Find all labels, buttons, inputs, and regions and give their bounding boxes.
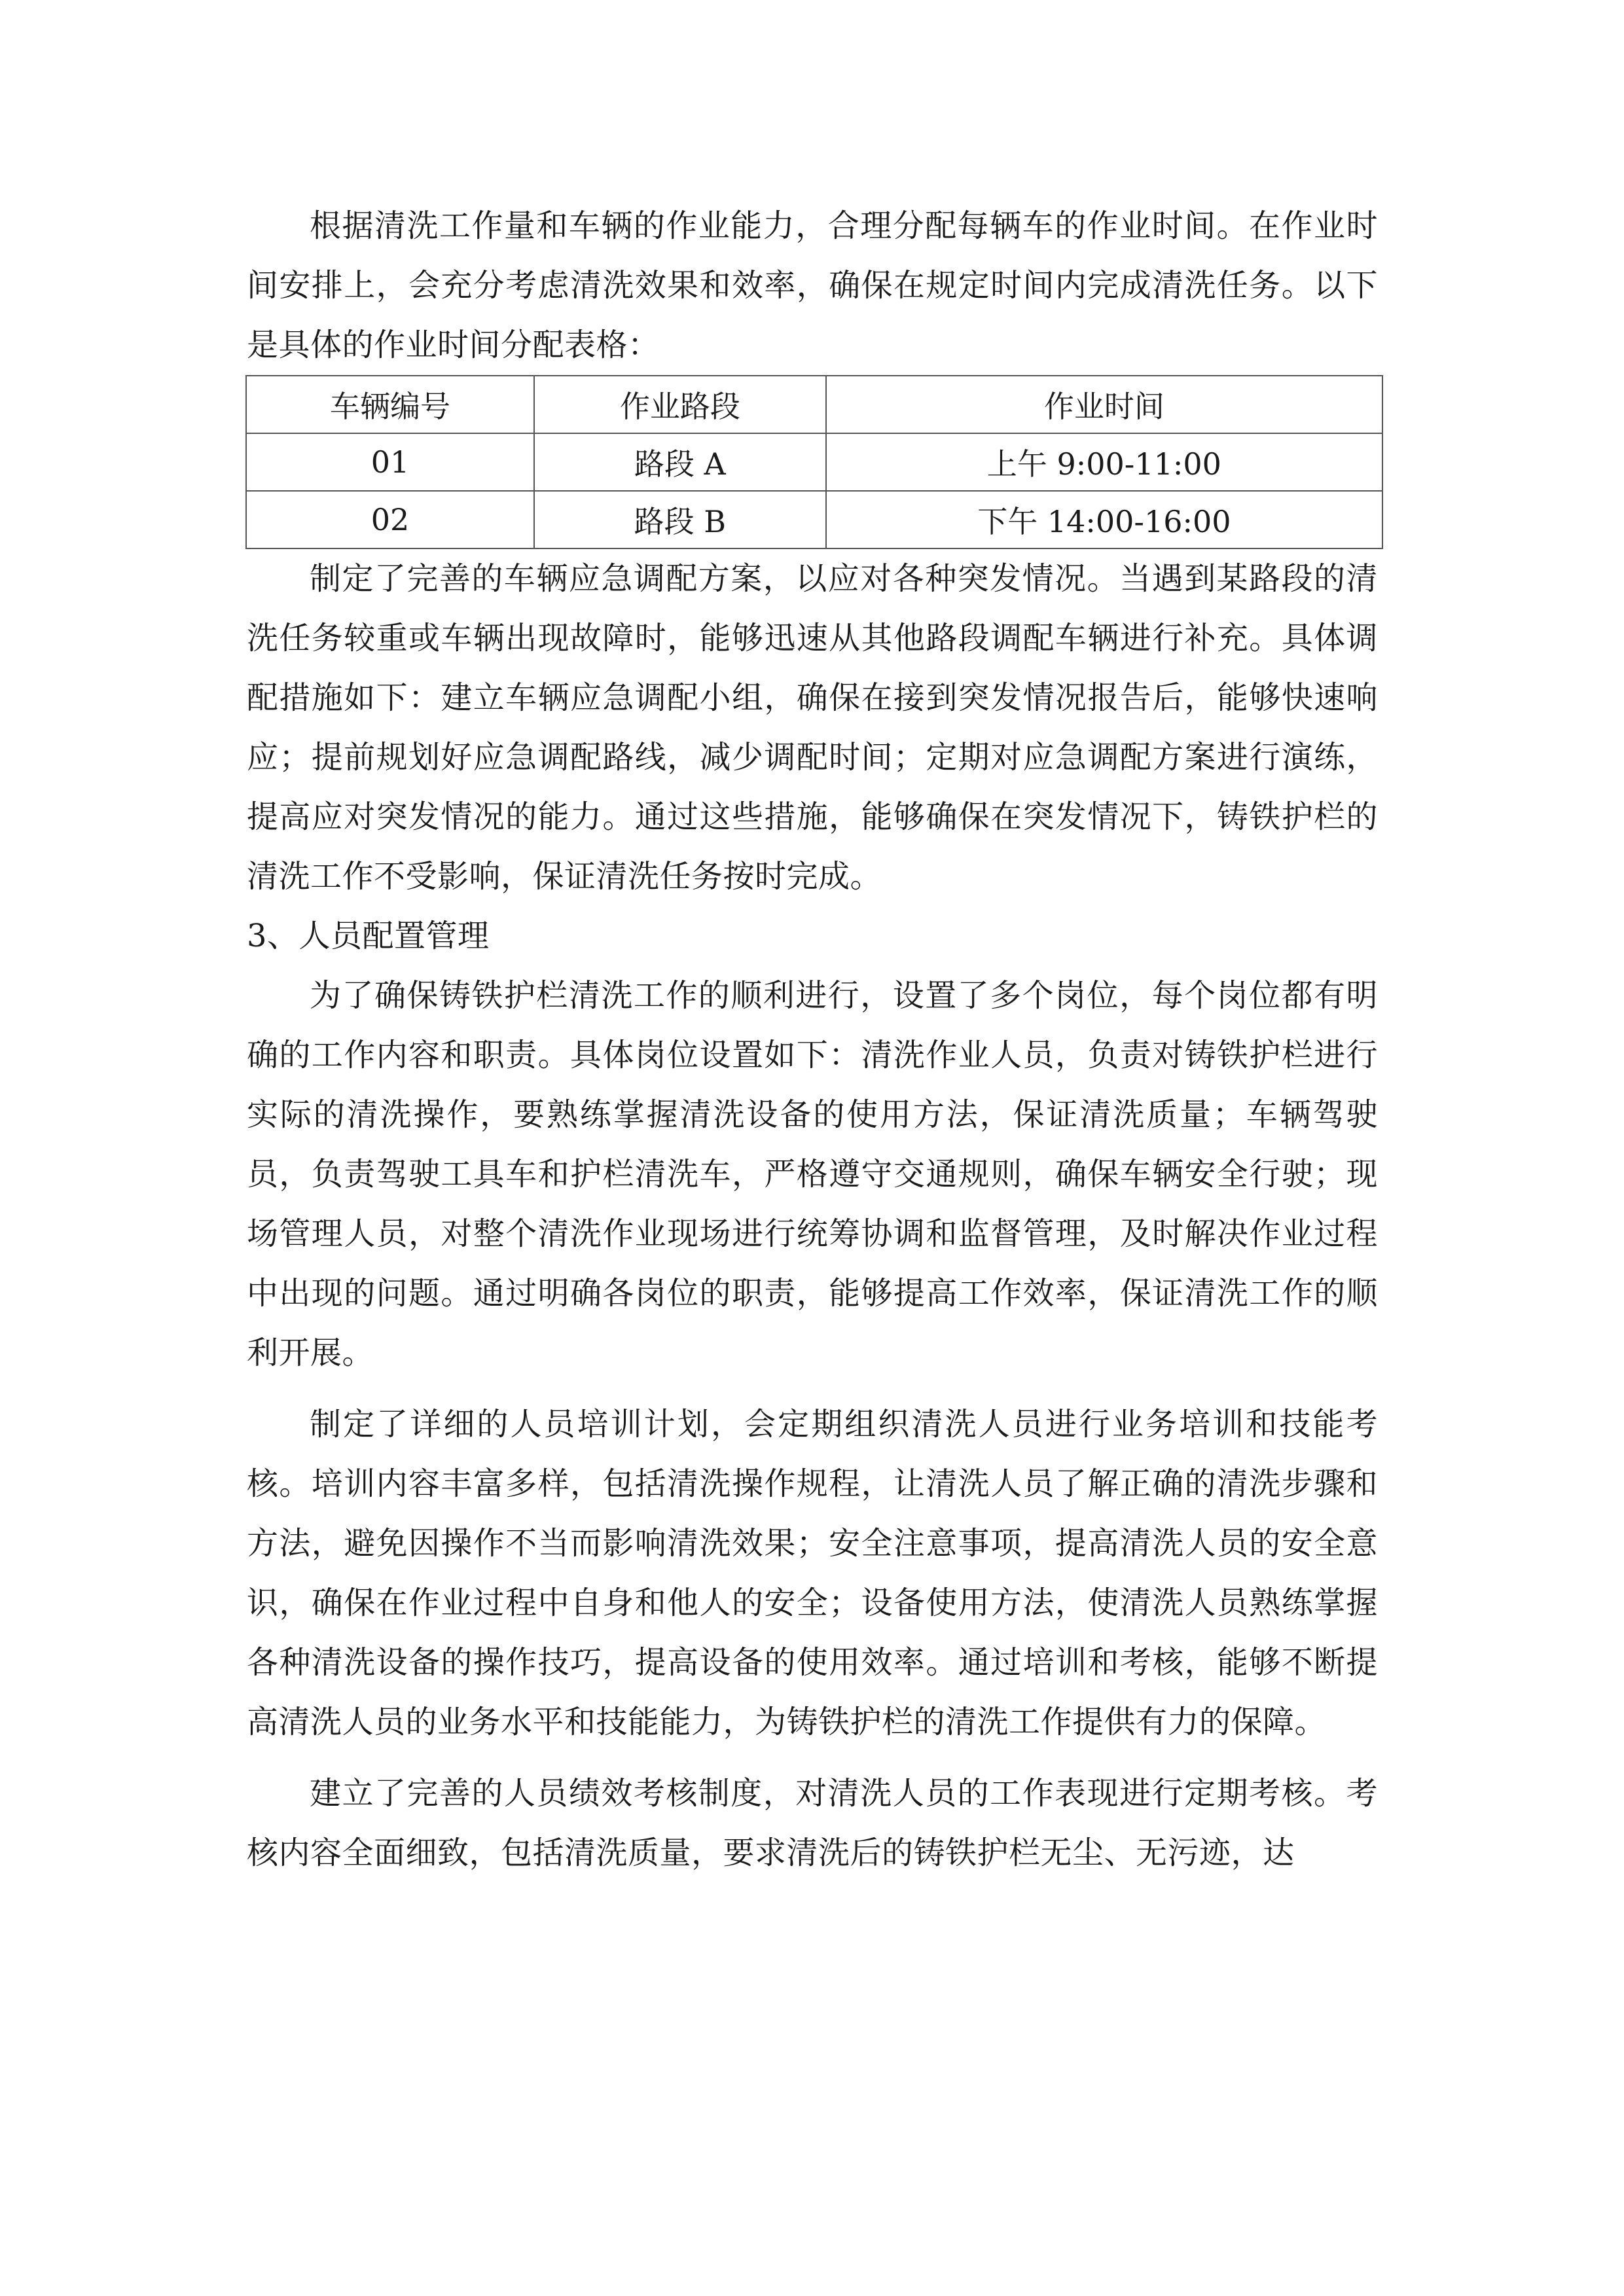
cell-work-section: 路段 B: [534, 491, 826, 548]
paragraph-training: 制定了详细的人员培训计划，会定期组织清洗人员进行业务培训和技能考核。培训内容丰富多样，包括清洗操作规程，让清洗人员了解正确的清洗步骤和方法，避免因操作不当而影响清洗效果；安全注意事项，提高清洗人员的安全意识，确保在作业过程中自身和他人的安全；设备使用方法，使清洗人员熟练掌握各种清洗设备的操作技巧，提高设备的使用效率。通过培训和考核，能够不断提高清洗人员的业务水平和技能能力，为铸铁护栏的清洗工作提供有力的保障。: [247, 1406, 1378, 1740]
header-work-time: 作业时间: [826, 376, 1382, 433]
section-heading-staffing: 3、人员配置管理: [247, 918, 490, 954]
header-work-section: 作业路段: [534, 376, 826, 433]
cell-vehicle-number: 01: [246, 433, 534, 491]
document-page: [247, 196, 1378, 1883]
work-schedule-table: [245, 375, 1383, 549]
paragraph-emergency-dispatch: 制定了完善的车辆应急调配方案，以应对各种突发情况。当遇到某路段的清洗任务较重或车辆出现故障时，能够迅速从其他路段调配车辆进行补充。具体调配措施如下：建立车辆应急调配小组，确保在接到突发情况报告后，能够快速响应；提前规划好应急调配路线，减少调配时间；定期对应急调配方案进行演练，提高应对突发情况的能力。通过这些措施，能够确保在突发情况下，铸铁护栏的清洗工作不受影响，保证清洗任务按时完成。: [247, 560, 1378, 895]
paragraph-positions: 为了确保铸铁护栏清洗工作的顺利进行，设置了多个岗位，每个岗位都有明确的工作内容和职责。具体岗位设置如下：清洗作业人员，负责对铸铁护栏进行实际的清洗操作，要熟练掌握清洗设备的使用方法，保证清洗质量；车辆驾驶员，负责驾驶工具车和护栏清洗车，严格遵守交通规则，确保车辆安全行驶；现场管理人员，对整个清洗作业现场进行统筹协调和监督管理，及时解决作业过程中出现的问题。通过明确各岗位的职责，能够提高工作效率，保证清洗工作的顺利开展。: [247, 977, 1378, 1371]
table-row: [246, 433, 1382, 491]
cell-work-section: 路段 A: [534, 433, 826, 491]
paragraph-performance: 建立了完善的人员绩效考核制度，对清洗人员的工作表现进行定期考核。考核内容全面细致，包括清洗质量，要求清洗后的铸铁护栏无尘、无污迹，达: [247, 1775, 1378, 1871]
paragraph-time-allocation: 根据清洗工作量和车辆的作业能力，合理分配每辆车的作业时间。在作业时间安排上，会充分考虑清洗效果和效率，确保在规定时间内完成清洗任务。以下是具体的作业时间分配表格：: [247, 207, 1378, 363]
cell-vehicle-number: 02: [246, 491, 534, 548]
table-row: [246, 491, 1382, 548]
cell-work-time: 上午 9:00-11:00: [826, 433, 1382, 491]
header-vehicle-number: 车辆编号: [246, 376, 534, 433]
cell-work-time: 下午 14:00-16:00: [826, 491, 1382, 548]
table-header-row: [246, 376, 1382, 433]
